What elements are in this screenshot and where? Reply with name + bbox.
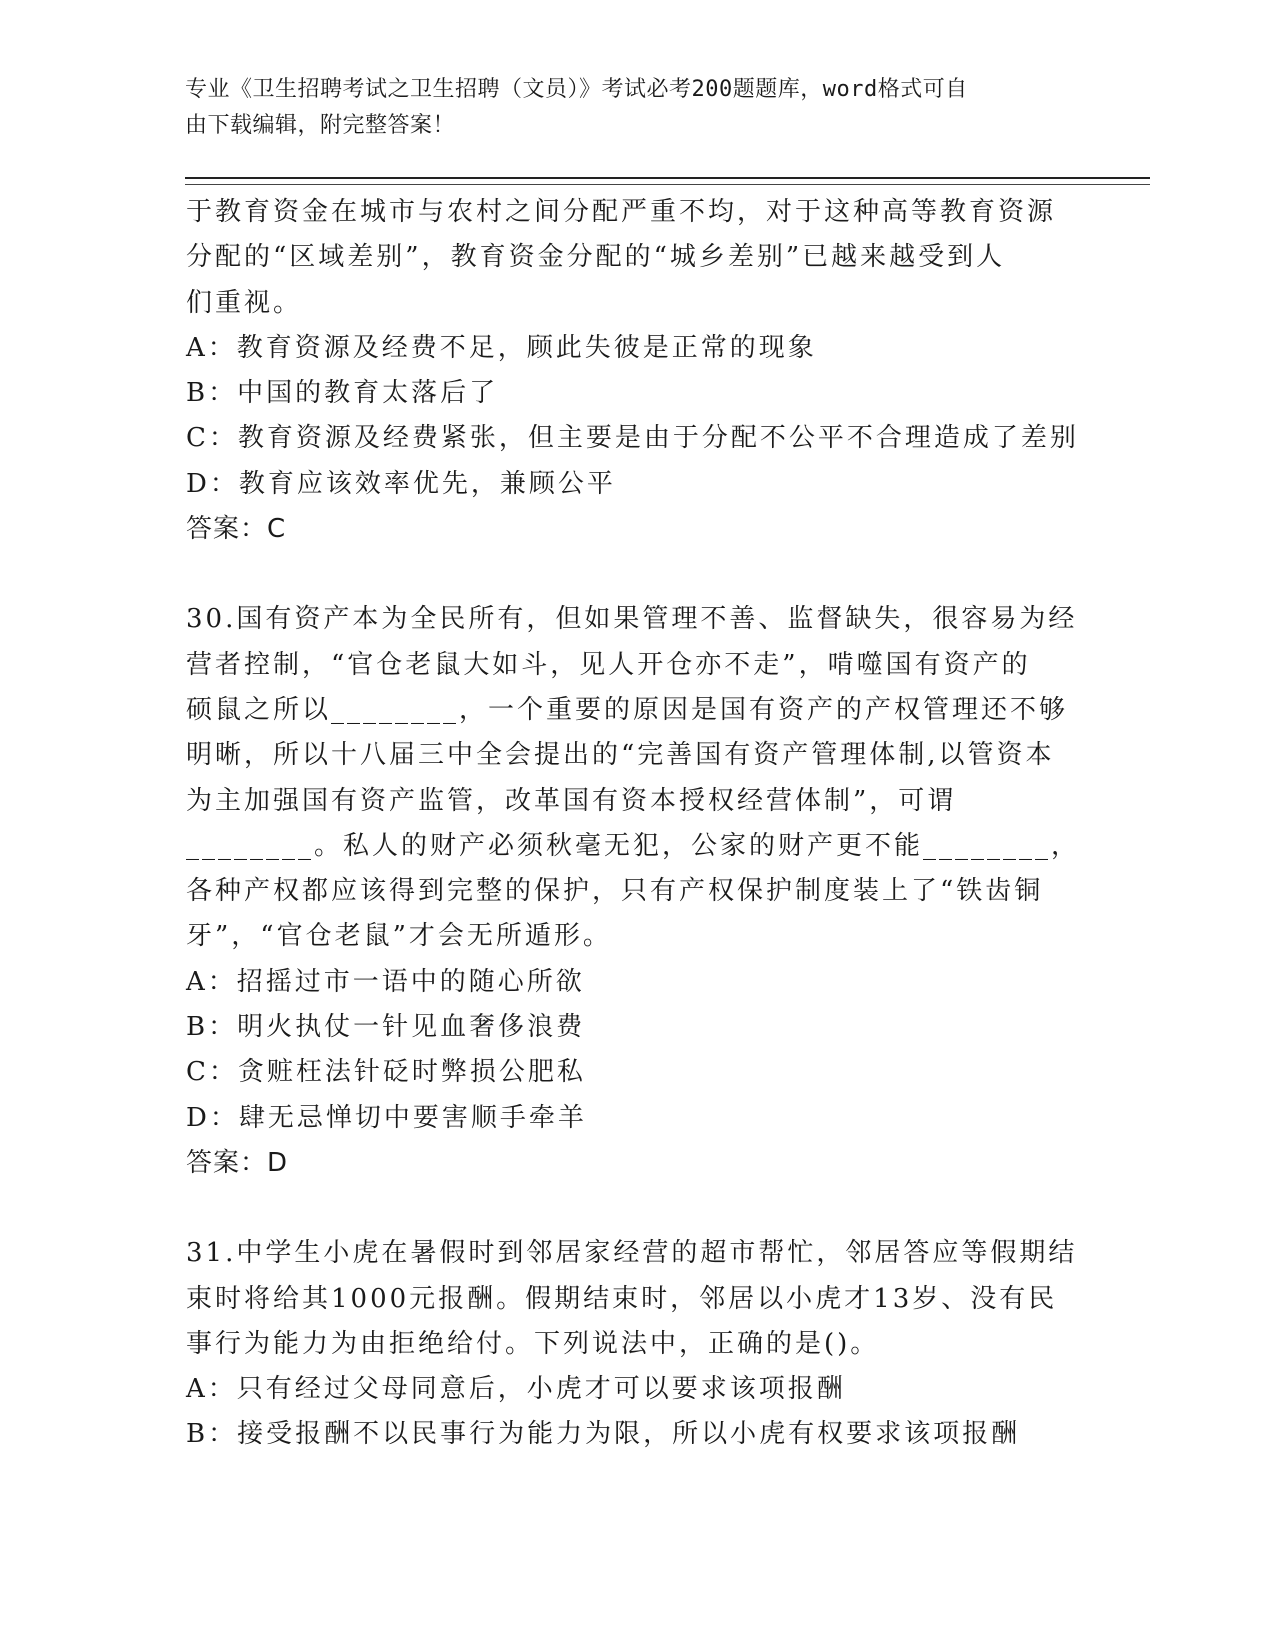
option-a: A：只有经过父母同意后，小虎才可以要求该项报酬	[186, 1374, 846, 1405]
question-stem-line: 于教育资金在城市与农村之间分配严重不均，对于这种高等教育资源	[186, 197, 1057, 227]
question-stem-line: 们重视。	[186, 287, 303, 318]
question-stem-line: 牙”，“官仓老鼠”才会无所遁形。	[186, 921, 612, 952]
question-stem-line: 束时将给其1000元报酬。假期结束时，邻居以小虎才13岁、没有民	[186, 1283, 1058, 1314]
option-b: B：明火执仗一针见血奢侈浪费	[186, 1012, 586, 1043]
question-stem-line: 明晰，所以十八届三中全会提出的“完善国有资产管理体制,以管资本	[186, 740, 1055, 771]
question-stem-line: 为主加强国有资产监管，改革国有资本授权经营体制”，可谓	[186, 785, 957, 816]
option-c: C：贪赃枉法针砭时弊损公肥私	[186, 1057, 586, 1088]
answer-line: 答案：C	[186, 514, 287, 545]
question-31	[186, 1231, 1086, 1457]
document-header	[185, 72, 1065, 144]
option-d: D：肆无忌惮切中要害顺手牵羊	[186, 1102, 587, 1133]
header-line-1: 专业《卫生招聘考试之卫生招聘（文员）》考试必考200题题库，word格式可自	[185, 77, 968, 102]
question-stem-line: 31.中学生小虎在暑假时到邻居家经营的超市帮忙，邻居答应等假期结	[186, 1238, 1078, 1269]
question-stem-line: 事行为能力为由拒绝给付。下列说法中，正确的是()。	[186, 1328, 880, 1359]
document-body	[186, 190, 1086, 1458]
option-c: C：教育资源及经费紧张，但主要是由于分配不公平不合理造成了差别	[186, 423, 1079, 454]
question-stem-line: 30.国有资产本为全民所有，但如果管理不善、监督缺失，很容易为经	[186, 604, 1078, 635]
question-stem-line: 分配的“区域差别”，教育资金分配的“城乡差别”已越来越受到人	[186, 242, 1006, 273]
answer-line: 答案：D	[186, 1147, 289, 1178]
header-divider-thick	[185, 177, 1150, 179]
option-b: B：接受报酬不以民事行为能力为限，所以小虎有权要求该项报酬	[186, 1419, 1021, 1450]
option-a: A：教育资源及经费不足，顾此失彼是正常的现象	[186, 332, 817, 363]
header-divider-thin	[185, 184, 1150, 185]
question-29	[186, 190, 1086, 552]
header-line-2: 由下载编辑，附完整答案！	[185, 113, 456, 138]
question-stem-line: 营者控制，“官仓老鼠大如斗，见人开仓亦不走”，啃噬国有资产的	[186, 649, 1031, 680]
option-d: D：教育应该效率优先，兼顾公平	[186, 468, 616, 499]
question-stem-line: ________。私人的财产必须秋毫无犯，公家的财产更不能________，	[186, 830, 1081, 861]
question-stem-line: 硕鼠之所以________，一个重要的原因是国有资产的产权管理还不够	[186, 694, 1069, 725]
section-spacer	[186, 552, 1086, 597]
section-spacer	[186, 1186, 1086, 1231]
option-b: B：中国的教育太落后了	[186, 378, 499, 409]
question-stem-line: 各种产权都应该得到完整的保护，只有产权保护制度装上了“铁齿铜	[186, 876, 1044, 907]
question-30	[186, 597, 1086, 1186]
option-a: A：招摇过市一语中的随心所欲	[186, 966, 585, 997]
